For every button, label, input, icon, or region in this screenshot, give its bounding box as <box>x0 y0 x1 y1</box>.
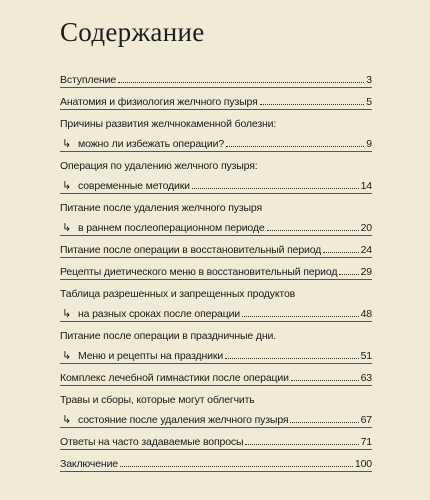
toc-entry-header-text: Причины развития желчнокаменной болезни: <box>60 118 277 131</box>
toc-entry-title: Заключение <box>60 458 118 471</box>
toc-entry-row <box>60 406 372 426</box>
toc-entry-row <box>60 172 372 192</box>
toc-entry-row <box>60 342 372 362</box>
toc-entry[interactable] <box>60 322 372 364</box>
toc-entry-header <box>60 280 372 300</box>
toc-page-number: 5 <box>366 96 372 109</box>
toc-entry[interactable] <box>60 66 372 88</box>
toc-page-number: 3 <box>366 74 372 87</box>
toc-page-number: 9 <box>366 138 372 151</box>
toc-entry-title: Рецепты диетического меню в восстановительный период <box>60 266 338 279</box>
toc-entry-row <box>60 214 372 234</box>
toc-page-number: 24 <box>360 244 372 257</box>
toc-entry-title: состояние после удаления желчного пузыря <box>78 414 289 427</box>
toc-entry-header <box>60 110 372 130</box>
toc-entry-row <box>60 450 372 470</box>
dot-leader <box>323 252 358 253</box>
continuation-arrow-icon: ↳ <box>62 221 72 235</box>
continuation-arrow-icon: ↳ <box>62 179 72 193</box>
toc-entry[interactable] <box>60 88 372 110</box>
toc-entry-title: можно ли избежать операции? <box>78 138 225 151</box>
dot-leader <box>339 274 358 275</box>
toc-page-number: 67 <box>360 414 372 427</box>
dot-leader <box>290 422 358 423</box>
toc-entry-title: в раннем послеоперационном периоде <box>78 222 265 235</box>
toc-entry[interactable] <box>60 110 372 152</box>
toc-entry-header-text: Травы и сборы, которые могут облегчить <box>60 394 255 407</box>
toc-entry[interactable] <box>60 428 372 450</box>
toc-entry-title: на разных сроках после операции <box>78 308 241 321</box>
toc-entry-title: Меню и рецепты на праздники <box>78 350 224 363</box>
toc-entry-title: Вступление <box>60 74 117 87</box>
toc-page-number: 63 <box>360 372 372 385</box>
toc-entry-row <box>60 428 372 448</box>
toc-entry-row <box>60 258 372 278</box>
toc-entry[interactable] <box>60 280 372 322</box>
toc-entry-row <box>60 88 372 108</box>
toc-entry-header <box>60 152 372 172</box>
toc-entry[interactable] <box>60 194 372 236</box>
entry-divider <box>60 471 372 472</box>
toc-entry-header-text: Операция по удалению желчного пузыря: <box>60 160 258 173</box>
toc-entry[interactable] <box>60 152 372 194</box>
dot-leader <box>267 230 359 231</box>
toc-entry-title: Питание после операции в восстановительный период <box>60 244 322 257</box>
toc-entry-row <box>60 236 372 256</box>
dot-leader <box>291 380 359 381</box>
toc-entry-row <box>60 66 372 86</box>
dot-leader <box>192 188 359 189</box>
toc-entry[interactable] <box>60 450 372 472</box>
dot-leader <box>225 358 359 359</box>
toc-entry[interactable] <box>60 386 372 428</box>
toc-entry-title: Комплекс лечебной гимнастики после операции <box>60 372 289 385</box>
toc-entry[interactable] <box>60 236 372 258</box>
toc-entry-title: современные методики <box>78 180 190 193</box>
page-title: Содержание <box>60 17 205 47</box>
toc-page-number: 100 <box>354 458 372 471</box>
toc-entry[interactable] <box>60 364 372 386</box>
toc-entry-header-text: Питание после операции в праздничные дни. <box>60 330 276 343</box>
toc-entry[interactable] <box>60 258 372 280</box>
toc-entry-header <box>60 386 372 406</box>
dot-leader <box>118 82 364 83</box>
toc-entry-header <box>60 322 372 342</box>
table-of-contents <box>60 66 372 472</box>
continuation-arrow-icon: ↳ <box>62 413 72 427</box>
toc-page-number: 29 <box>360 266 372 279</box>
dot-leader <box>260 104 365 105</box>
toc-entry-row <box>60 364 372 384</box>
dot-leader <box>245 444 358 445</box>
toc-entry-header <box>60 194 372 214</box>
toc-page-number: 51 <box>360 350 372 363</box>
toc-entry-title: Анатомия и физиология желчного пузыря <box>60 96 258 109</box>
dot-leader <box>120 466 353 467</box>
toc-entry-row <box>60 300 372 320</box>
toc-page-number: 71 <box>360 436 372 449</box>
toc-page-number: 14 <box>360 180 372 193</box>
continuation-arrow-icon: ↳ <box>62 137 72 151</box>
toc-page-number: 48 <box>360 308 372 321</box>
continuation-arrow-icon: ↳ <box>62 307 72 321</box>
toc-entry-row <box>60 130 372 150</box>
dot-leader <box>242 316 359 317</box>
toc-page-number: 20 <box>360 222 372 235</box>
continuation-arrow-icon: ↳ <box>62 349 72 363</box>
toc-entry-title: Ответы на часто задаваемые вопросы <box>60 436 244 449</box>
dot-leader <box>226 146 364 147</box>
toc-entry-header-text: Таблица разрешенных и запрещенных продуктов <box>60 288 296 301</box>
toc-entry-header-text: Питание после удаления желчного пузыря <box>60 202 263 215</box>
